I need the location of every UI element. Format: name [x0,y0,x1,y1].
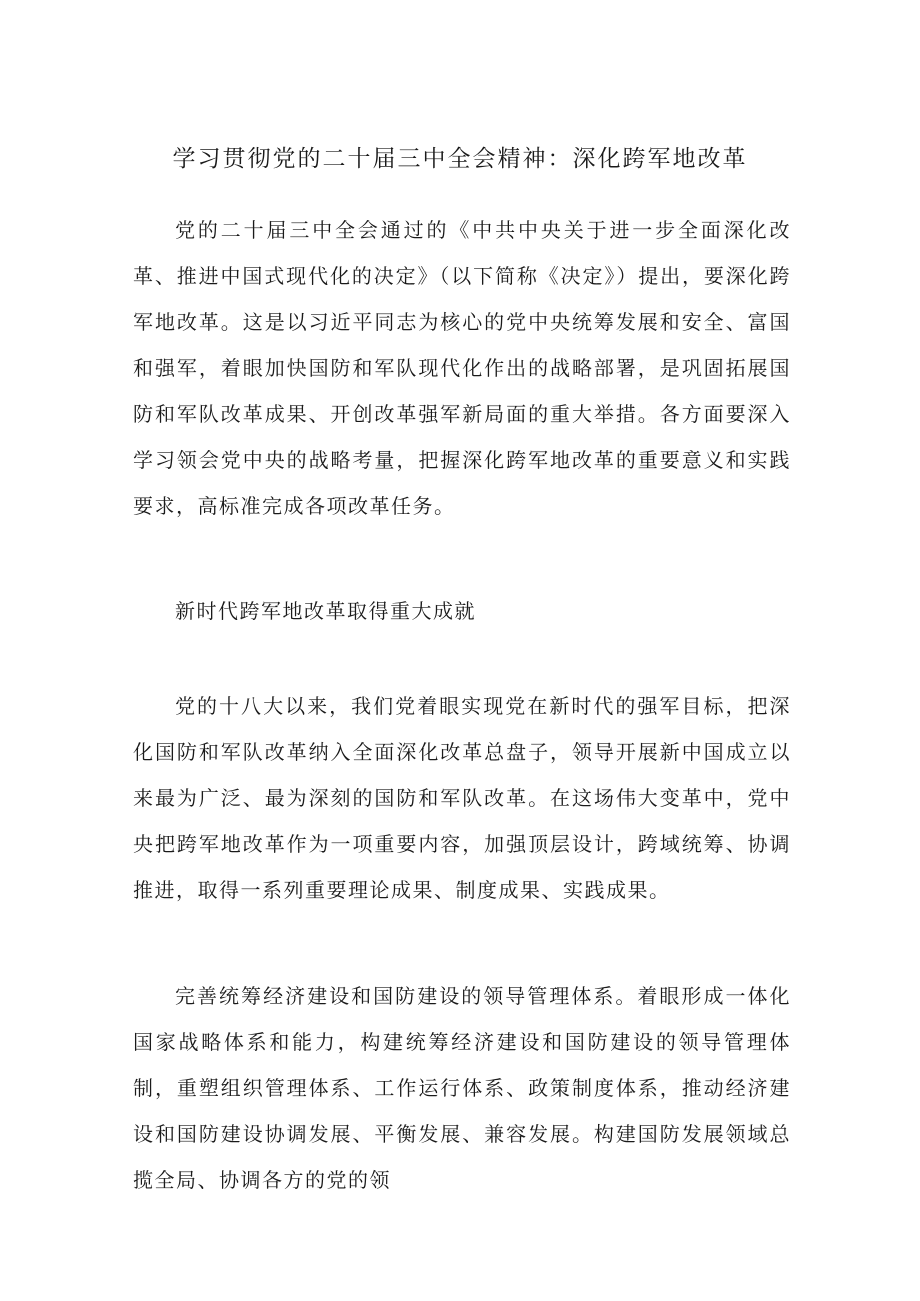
intro-paragraph: 党的二十届三中全会通过的《中共中央关于进一步全面深化改革、推进中国式现代化的决定》（以下简称《决定》）提出，要深化跨军地改革。这是以习近平同志为核心的党中央统筹发展和安全、富国和强军，着眼加快国防和军队现代化作出的战略部署，是巩固拓展国防和军队改革成果、开创改革强军新局面的重大举措。各方面要深入学习领会党中央的战略考量，把握深化跨军地改革的重要意义和实践要求，高标准完成各项改革任务。 [133,218,791,518]
achievements-paragraph: 党的十八大以来，我们党着眼实现党在新时代的强军目标，把深化国防和军队改革纳入全面深化改革总盘子，领导开展新中国成立以来最为广泛、最为深刻的国防和军队改革。在这场伟大变革中，党中央把跨军地改革作为一项重要内容，加强顶层设计，跨域统筹、协调推进，取得一系列重要理论成果、制度成果、实践成果。 [133,694,791,902]
section-heading: 新时代跨军地改革取得重大成就 [175,599,476,623]
document-title: 学习贯彻党的二十届三中全会精神：深化跨军地改革 [172,146,748,172]
management-paragraph: 完善统筹经济建设和国防建设的领导管理体系。着眼形成一体化国家战略体系和能力，构建统筹经济建设和国防建设的领导管理体制，重塑组织管理体系、工作运行体系、政策制度体系，推动经济建设和国防建设协调发展、平衡发展、兼容发展。构建国防发展领域总揽全局、协调各方的党的领 [133,984,791,1192]
